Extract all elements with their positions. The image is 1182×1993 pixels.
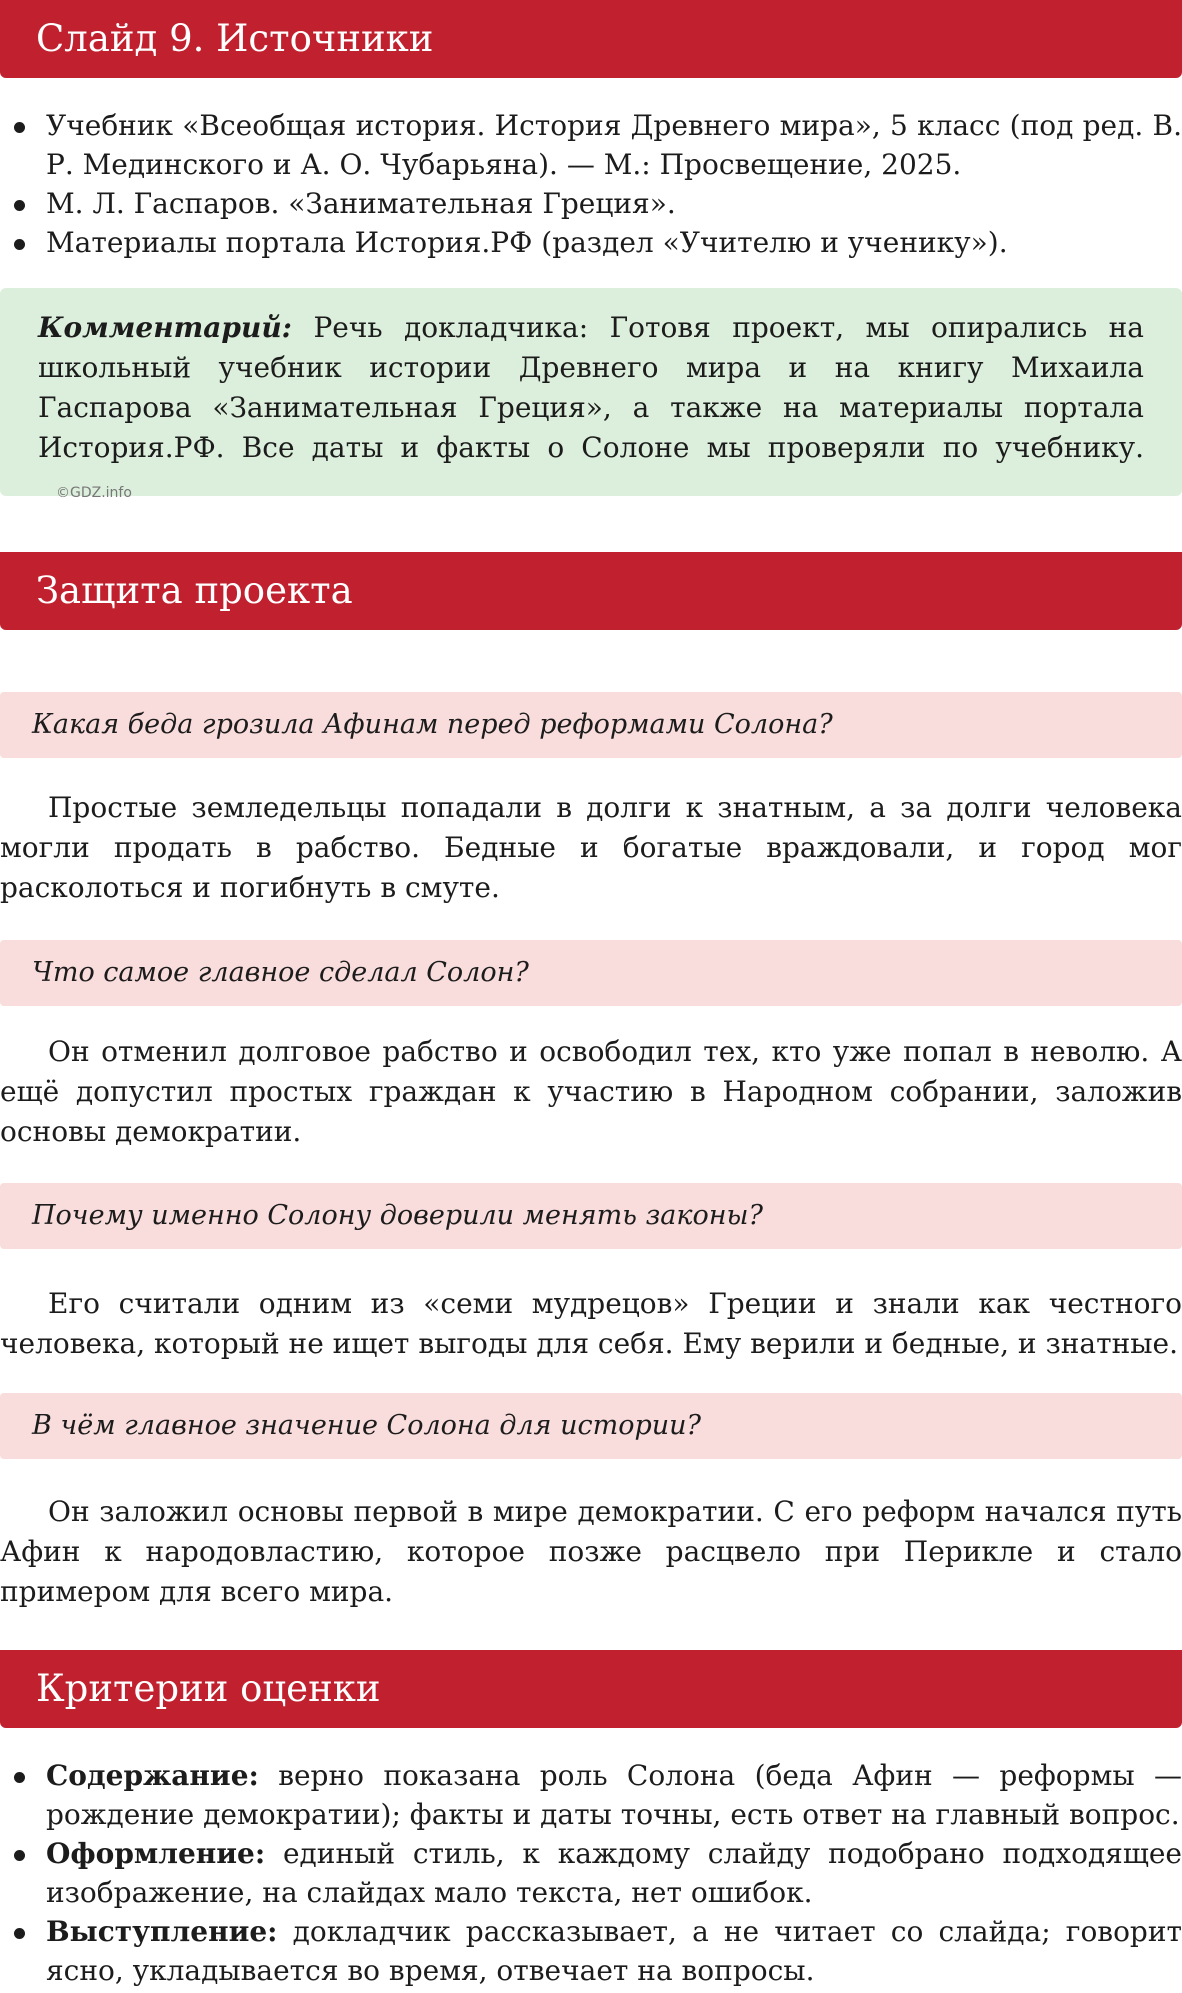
question-4: В чём главное значение Солона для истории? xyxy=(0,1393,1182,1459)
source-item: М. Л. Гаспаров. «Занимательная Греция». xyxy=(0,184,1182,223)
criteria-header xyxy=(0,1650,1182,1728)
criteria-text: докладчик рассказывает, а не читает со слайда; говорит ясно, укладывается во время, отвечает на вопросы. xyxy=(46,1915,1182,1987)
question-1: Какая беда грозила Афинам перед реформами Солона? xyxy=(0,692,1182,758)
criteria-list xyxy=(0,1756,1182,1990)
criteria-text: верно показана роль Солона (беда Афин — реформы — рождение демократии); факты и даты точны, есть ответ на главный вопрос. xyxy=(46,1759,1182,1831)
criteria-label: Содержание: xyxy=(46,1759,259,1792)
question-3: Почему именно Солону доверили менять законы? xyxy=(0,1183,1182,1249)
comment-box xyxy=(0,288,1182,501)
defense-header xyxy=(0,552,1182,630)
criteria-label: Оформление: xyxy=(46,1837,266,1870)
answer-3: Его считали одним из «семи мудрецов» Греции и знали как честного человека, который не ищет выгоды для себя. Ему верили и бедные, и знатные. xyxy=(0,1287,1182,1360)
answer-1: Простые земледельцы попадали в долги к знатным, а за долги человека могли продать в рабство. Бедные и богатые враждовали, и город мог расколоться и погибнуть в смуте. xyxy=(0,791,1182,904)
criteria-item xyxy=(0,1756,1182,1834)
source-item: Материалы портала История.РФ (раздел «Учителю и ученику»). xyxy=(0,223,1182,262)
defense-title: Защита проекта xyxy=(36,569,353,612)
criteria-text: единый стиль, к каждому слайду подобрано подходящее изображение, на слайдах мало текста, нет ошибок. xyxy=(46,1837,1182,1909)
criteria-label: Выступление: xyxy=(46,1915,278,1948)
answer-4: Он заложил основы первой в мире демократии. С его реформ начался путь Афин к народовластию, которое позже расцвело при Перикле и стало примером для всего мира. xyxy=(0,1495,1182,1608)
criteria-title: Критерии оценки xyxy=(36,1667,381,1710)
criteria-item xyxy=(0,1834,1182,1912)
sources-list xyxy=(0,106,1182,262)
question-2: Что самое главное сделал Солон? xyxy=(0,940,1182,1006)
comment-text: Речь докладчика: Готовя проект, мы опирались на школьный учебник истории Древнего мира и на книгу Михаила Гаспарова «Занимательная Греция», а также на материалы портала История.РФ. Все даты и факты о Солоне мы проверяли по учебнику. xyxy=(38,311,1144,464)
slide9-header xyxy=(0,0,1182,78)
comment-label: Комментарий: xyxy=(38,311,293,344)
answer-2: Он отменил долговое рабство и освободил тех, кто уже попал в неволю. А ещё допустил простых граждан к участию в Народном собрании, заложив основы демократии. xyxy=(0,1035,1182,1148)
watermark-inline: ©GDZ.info xyxy=(56,485,132,501)
source-item: Учебник «Всеобщая история. История Древнего мира», 5 класс (под ред. В. Р. Мединского и А. О. Чубарьяна). — М.: Просвещение, 2025. xyxy=(0,106,1182,184)
slide9-title: Слайд 9. Источники xyxy=(36,17,434,60)
criteria-item xyxy=(0,1912,1182,1990)
